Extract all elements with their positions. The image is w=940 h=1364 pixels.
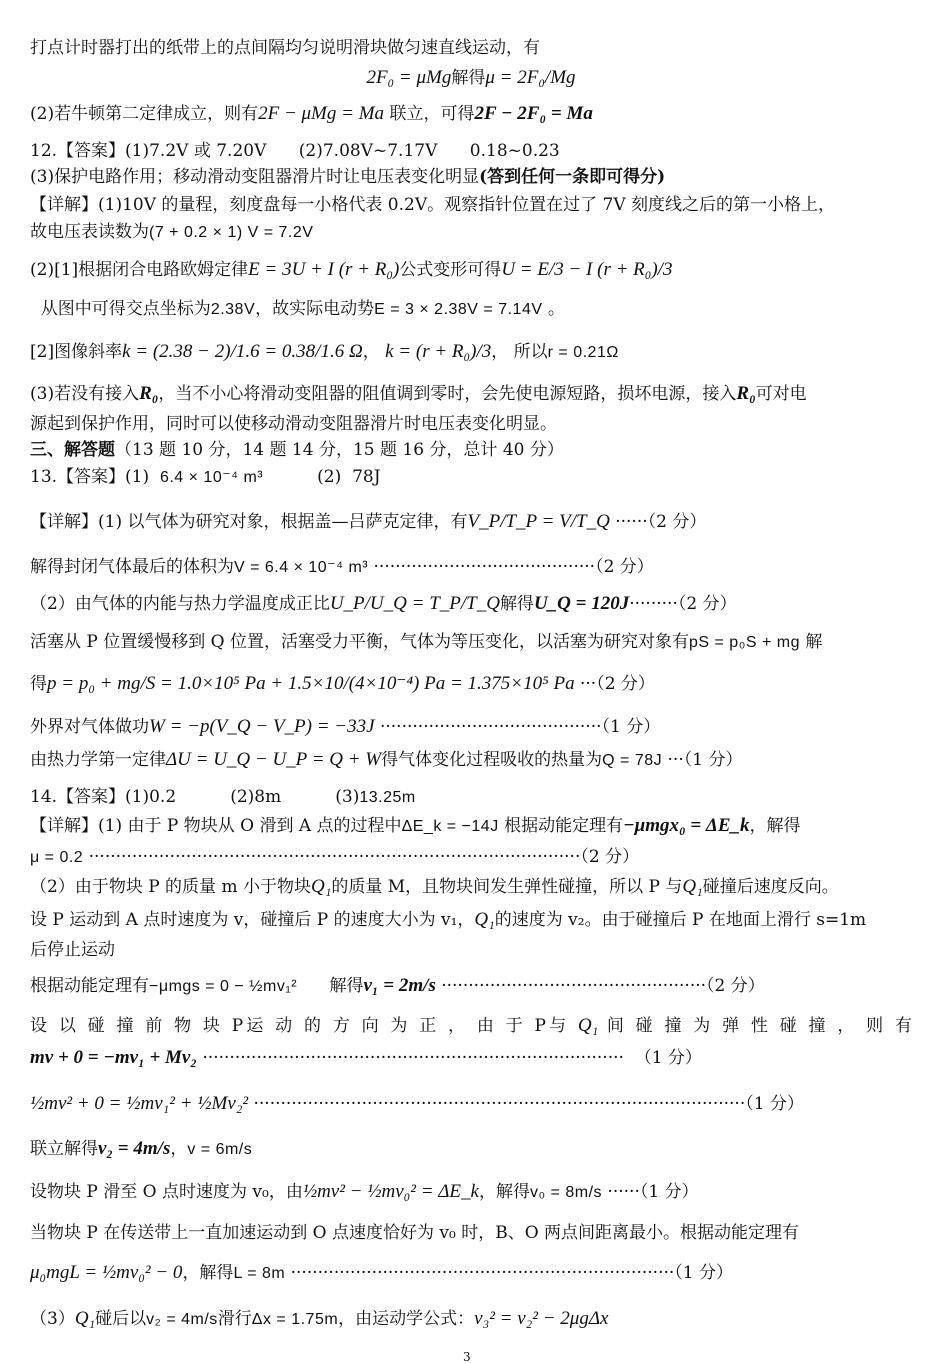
text-segment: μ = 0.2 <box>30 849 84 866</box>
text-segment: 外界对气体做功 <box>30 717 149 737</box>
text-line-14 <box>30 463 912 492</box>
text-line-26 <box>30 906 912 934</box>
text-segment: ·············································································· （1 分） <box>197 1048 702 1068</box>
text-line-24 <box>30 843 912 872</box>
text-line-21 <box>30 746 912 775</box>
text-segment: ···（2 分） <box>574 674 655 694</box>
text-segment: Δx = 1.75m <box>251 1311 339 1328</box>
text-segment: 滑行 <box>217 1309 252 1329</box>
text-segment: ······（2 分） <box>609 512 707 532</box>
text-segment: (答到任何一条即可得分) <box>479 167 666 187</box>
text-segment: 2.38V <box>210 301 256 318</box>
text-segment: 可对电 <box>755 384 807 404</box>
page-number: 3 <box>463 1350 471 1364</box>
formula: U_Q = 120J <box>533 593 630 614</box>
formula: Q₁ <box>474 909 495 930</box>
text-segment: 解 <box>799 632 823 652</box>
text-segment: ······（1 分） <box>602 1182 699 1202</box>
text-segment: [2]图像斜率 <box>30 342 123 362</box>
text-segment: 活塞从 P 位置缓慢移到 Q 位置，活塞受力平衡，气体为等压变化，以活塞为研究对象有 <box>30 632 689 652</box>
text-segment: 解得 <box>297 976 364 996</box>
text-line-35 <box>30 1259 912 1288</box>
text-line-36 <box>30 1305 912 1334</box>
text-segment: 12.【答案】(1)7.2V 或 7.20V (2)7.08V~7.17V 0.18~0.23 <box>30 141 560 161</box>
text-segment: 【详解】(1) 由于 P 物块从 O 滑到 A 点的过程中 <box>30 816 402 836</box>
text-segment: r = 0.21Ω <box>547 344 619 361</box>
formula: R₀ <box>139 383 159 404</box>
text-segment: ···························································································（1 分） <box>248 1094 804 1114</box>
text-segment: 当物块 P 在传送带上一直加速运动到 O 点速度恰好为 v₀ 时，B、O 两点间距离最小。根据动能定理有 <box>30 1223 800 1243</box>
text-line-27 <box>30 936 912 964</box>
text-line-13 <box>30 436 912 464</box>
text-segment: V = 6.4 × 10⁻⁴ m³ <box>234 559 369 576</box>
text-segment: Q = 78J <box>602 752 663 769</box>
text-segment: ΔE_k = −14J <box>401 818 499 835</box>
text-line-22 <box>30 783 912 812</box>
formula: −μmgx₀ = ΔE_k <box>623 815 750 836</box>
text-segment: ·······································································（1 分） <box>285 1263 733 1283</box>
text-segment: (7 + 0.2 × 1) V = 7.2V <box>149 224 314 241</box>
text-segment: ，故实际电动势 <box>255 299 375 319</box>
formula: p = p₀ + mg/S = 1.0×10⁵ Pa + 1.5×10/(4×10⁻⁴) Pa = 1.375×10⁵ Pa <box>47 673 575 694</box>
text-segment: ·········································（1 分） <box>374 717 661 737</box>
text-line-18 <box>30 628 912 657</box>
text-segment: ···（1 分） <box>662 750 743 770</box>
text-line-32 <box>30 1135 912 1164</box>
text-segment: (3)若没有接入 <box>30 384 140 404</box>
text-segment: 由热力学第一定律 <box>30 750 166 770</box>
text-segment: 根据动能定理有 <box>30 976 149 996</box>
text-segment: 后停止运动 <box>30 940 115 960</box>
formula: 2F − 2F₀ = Ma <box>474 103 593 124</box>
text-segment: 联立解得 <box>30 1139 98 1159</box>
text-segment: 的速度为 v₂。由于碰撞后 P 在地面上滑行 s=1m <box>494 910 867 930</box>
text-line-17 <box>30 590 912 618</box>
text-segment: ， <box>170 1139 188 1159</box>
text-line-5 <box>30 163 912 191</box>
formula: Q₁ <box>682 876 703 897</box>
text-line-30 <box>30 1044 912 1072</box>
text-segment: （2）由气体的内能与热力学温度成正比 <box>30 594 330 614</box>
text-segment: ···························································································（2 分） <box>83 847 640 867</box>
formula: 2F₀ = μMg <box>366 67 452 88</box>
formula: v₂ = 4m/s <box>98 1138 171 1159</box>
text-segment: 解得 <box>451 68 486 88</box>
text-line-31 <box>30 1090 912 1118</box>
formula: U = E/3 − I (r + R₀)/3 <box>501 259 673 280</box>
text-line-4 <box>30 137 912 165</box>
text-line-1 <box>30 34 912 62</box>
text-segment: ·········································（2 分） <box>368 557 654 577</box>
text-segment: 6.4 × 10⁻⁴ m³ <box>159 469 264 486</box>
text-segment: 设 以 碰 撞 前 物 块 P运 动 的 方 向 为 正 ， 由 于 P与 <box>30 1016 578 1036</box>
text-segment: ， 所以 <box>491 342 548 362</box>
text-line-28 <box>30 972 912 1001</box>
formula: k = (2.38 − 2)/1.6 = 0.38/1.6 Ω <box>122 341 363 362</box>
text-line-2 <box>30 64 912 92</box>
formula: Q₁ <box>577 1015 599 1036</box>
text-line-9 <box>30 295 912 324</box>
text-segment: 解得 <box>499 594 534 614</box>
text-segment: 的质量 M，且物块间发生弹性碰撞，所以 P 与 <box>331 877 683 897</box>
text-line-12 <box>30 410 912 438</box>
text-line-6 <box>30 191 912 219</box>
text-segment: 三、解答题 <box>30 440 115 460</box>
text-segment: ，解得 <box>182 1263 234 1283</box>
text-line-11 <box>30 380 912 408</box>
text-segment: 源起到保护作用，同时可以使移动滑动变阻器滑片时电压表变化明显。 <box>30 414 557 434</box>
text-segment: 得 <box>30 674 47 694</box>
text-segment: 故电压表读数为 <box>30 222 149 242</box>
text-segment: 碰撞后速度反向。 <box>702 877 839 897</box>
text-segment: 得气体变化过程吸收的热量为 <box>381 750 603 770</box>
formula: μ = 2F₀/Mg <box>485 67 576 88</box>
text-line-20 <box>30 713 912 741</box>
formula: v₁ = 2m/s <box>363 975 436 996</box>
text-segment: 。 <box>542 299 565 319</box>
text-segment: 联立，可得 <box>384 104 475 124</box>
text-segment: 解得封闭气体最后的体积为 <box>30 557 234 577</box>
formula: 2F − μMg = Ma <box>258 103 385 124</box>
text-segment: v = 6m/s <box>187 1141 253 1158</box>
text-segment: (2) 78J <box>263 467 381 487</box>
formula: ½mv² + 0 = ½mv₁² + ½Mv₂² <box>30 1093 249 1114</box>
text-segment: （2）由于物块 P 的质量 m 小于物块 <box>30 877 311 897</box>
text-segment: 【详解】(1)10V 的量程，刻度盘每一小格代表 0.2V。观察指针位置在过了 7V 刻度线之后的第一小格上， <box>30 195 836 215</box>
text-line-19 <box>30 670 912 698</box>
text-segment: (3)保护电路作用；移动滑动变阻器滑片时让电压表变化明显 <box>30 167 480 187</box>
formula: Q₁ <box>74 1308 96 1329</box>
text-segment: 根据动能定理有 <box>498 816 624 836</box>
text-segment: ， <box>362 342 386 362</box>
text-line-33 <box>30 1178 912 1207</box>
text-segment: ·················································（2 分） <box>435 976 765 996</box>
text-segment: E = 3 × 2.38V = 7.14V <box>374 301 543 318</box>
text-segment: ，当不小心将滑动变阻器的阻值调到零时，会先使电源短路，损坏电源，接入 <box>158 384 737 404</box>
text-line-10 <box>30 338 912 367</box>
formula: ½mv² − ½mv₀² = ΔE_k <box>302 1181 479 1202</box>
text-line-7 <box>30 218 912 247</box>
text-segment: 打点计时器打出的纸带上的点间隔均匀说明滑块做匀速直线运动，有 <box>30 38 540 58</box>
text-segment: v₀ = 8m/s <box>529 1184 603 1201</box>
text-segment: 公式变形可得 <box>399 260 502 280</box>
formula: U_P/U_Q = T_P/T_Q <box>329 593 500 614</box>
formula: k = (r + R₀)/3 <box>385 341 492 362</box>
text-line-16 <box>30 553 912 582</box>
text-line-25 <box>30 873 912 901</box>
text-segment: 设 P 运动到 A 点时速度为 v，碰撞后 P 的速度大小为 v₁， <box>30 910 475 930</box>
text-segment: 碰后以 <box>95 1309 147 1329</box>
text-segment: ·········（2 分） <box>629 594 737 614</box>
formula: mv + 0 = −mv₁ + Mv₂ <box>30 1047 197 1068</box>
text-segment: pS = p₀S + mg <box>689 634 800 651</box>
formula: v₃² = v₂² − 2μgΔx <box>474 1308 609 1329</box>
text-segment: ，解得 <box>749 816 801 836</box>
text-segment: 13.25m <box>359 789 416 806</box>
text-segment: 设物块 P 滑至 O 点时速度为 v₀，由 <box>30 1182 303 1202</box>
text-segment: −μmgs = 0 − ½mv₁² <box>149 978 298 995</box>
text-segment: (2)若牛顿第二定律成立，则有 <box>30 104 259 124</box>
text-segment: 14.【答案】(1)0.2 (2)8m (3) <box>30 787 360 807</box>
text-segment: 13.【答案】(1) <box>30 467 160 487</box>
text-segment: v₂ = 4m/s <box>146 1311 218 1328</box>
text-line-3 <box>30 100 912 128</box>
text-segment: L = 8m <box>233 1265 286 1282</box>
text-segment: （3） <box>30 1309 75 1329</box>
formula: E = 3U + I (r + R₀) <box>248 259 400 280</box>
text-line-8 <box>30 256 912 284</box>
formula: ΔU = U_Q − U_P = Q + W <box>166 749 382 770</box>
text-segment: 从图中可得交点坐标为 <box>30 299 211 319</box>
text-segment: （13 题 10 分，14 题 14 分，15 题 16 分，总计 40 分） <box>115 440 564 460</box>
text-segment: ，由运动学公式： <box>338 1309 475 1329</box>
text-line-34 <box>30 1219 912 1247</box>
text-segment: 【详解】(1) 以气体为研究对象，根据盖—吕萨克定律，有 <box>30 512 468 532</box>
text-segment: ，解得 <box>478 1182 530 1202</box>
formula: R₀ <box>736 383 756 404</box>
text-line-15 <box>30 508 912 536</box>
formula: μ₀mgL = ½mv₀² − 0 <box>30 1262 183 1283</box>
text-line-29 <box>30 1012 912 1040</box>
formula: W = −p(V_Q − V_P) = −33J <box>149 716 375 737</box>
text-segment: (2)[1]根据闭合电路欧姆定律 <box>30 260 249 280</box>
formula: V_P/T_P = V/T_Q <box>467 511 610 532</box>
formula: Q₁ <box>311 876 332 897</box>
text-line-23 <box>30 812 912 841</box>
text-segment: 间 碰 撞 为 弹 性 碰 撞 ， 则 有 <box>598 1016 912 1036</box>
